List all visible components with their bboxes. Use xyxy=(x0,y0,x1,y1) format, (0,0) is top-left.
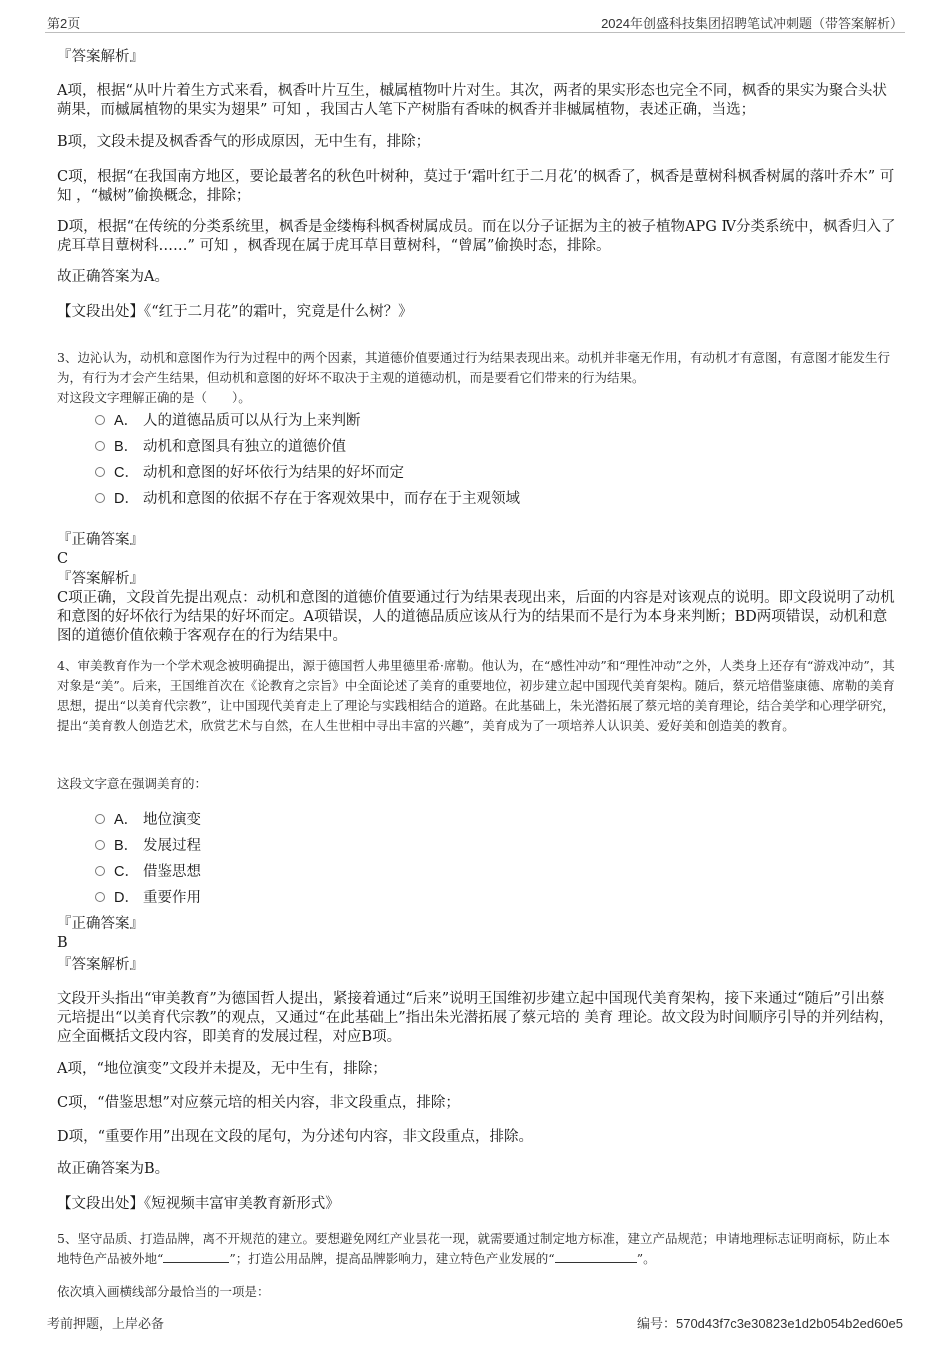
q4-analysis: 文段开头指出“审美教育”为德国哲人提出，紧接着通过“后来”说明王国维初步建立起中国现代美育架构，接下来通过“随后”引出蔡元培提出“以美育代宗教”的观点，又通过“在此基础上”指出朱光潜拓展了蔡元培的 美育 理论。故文段为时间顺序引导的并列结构，应全面概括文段内容，即美育的发展过程，对应B项。 xyxy=(57,991,894,1045)
q3-answer: C xyxy=(57,551,69,567)
q2-source: 【文段出处】《“红于二月花”的霜叶，究竟是什么树？》 xyxy=(57,304,413,320)
q4-analysis-a: A项，“地位演变”文段并未提及，无中生有，排除； xyxy=(57,1061,387,1077)
q2-analysis-b: B项，文段未提及枫香香气的形成原因，无中生有，排除； xyxy=(57,134,431,150)
blank-2[interactable] xyxy=(555,1250,637,1263)
q3-question: 对这段文字理解正确的是（ ）。 xyxy=(57,390,251,405)
q3-stem: 3、边沁认为，动机和意图作为行为过程中的两个因素，其道德价值要通过行为结果表现出来。动机并非毫无作用，有动机才有意图，有意图才能发生行为，有行为才会产生结果，但动机和意图的好坏不取决于主观的道德动机，而是要看它们带来的行为结果。 xyxy=(57,350,890,385)
q4-analysis-d: D项，“重要作用”出现在文段的尾句，为分述句内容，非文段重点，排除。 xyxy=(57,1129,533,1145)
document-code: 编号：570d43f7c3e30823e1d2b054b2ed60e5 xyxy=(636,1316,903,1331)
blank-1[interactable] xyxy=(163,1250,229,1263)
q3-option-c[interactable]: C． 动机和意图的好坏依行为结果的好坏而定 xyxy=(95,463,404,483)
q2-analysis-d: D项，根据“在传统的分类系统里，枫香是金缕梅科枫香树属成员。而在以分子证据为主的被子植物APG Ⅳ分类系统中，枫香归入了虎耳草目蕈树科……” 可知 ，枫香现在属于虎耳草目蕈树科，“曾属”偷换时态，排除。 xyxy=(57,219,896,254)
radio-icon[interactable] xyxy=(95,866,105,876)
q3-answer-label: 『正确答案』 xyxy=(57,532,144,548)
q3-option-b[interactable]: B． 动机和意图具有独立的道德价值 xyxy=(95,437,346,457)
q2-conclusion: 故正确答案为A。 xyxy=(57,269,169,285)
q3-analysis-label: 『答案解析』 xyxy=(57,571,144,587)
page-footer xyxy=(45,1313,905,1333)
radio-icon[interactable] xyxy=(95,814,105,824)
q4-answer-label: 『正确答案』 xyxy=(57,916,144,932)
q4-option-c[interactable]: C． 借鉴思想 xyxy=(95,862,201,882)
q4-analysis-c: C项，“借鉴思想”对应蔡元培的相关内容，非文段重点，排除； xyxy=(57,1095,460,1111)
q4-option-d[interactable]: D． 重要作用 xyxy=(95,888,201,908)
q2-analysis-a: A项，根据“从叶片着生方式来看，枫香叶片互生，槭属植物叶片对生。其次，两者的果实形态也完全不同，枫香的果实为聚合头状蒴果，而槭属植物的果实为翅果” 可知 ，我国古人笔下产树脂有香味的枫香并非槭属植物，表述正确，当选； xyxy=(57,83,887,118)
q2-analysis-label: 『答案解析』 xyxy=(57,49,144,65)
footer-slogan: 考前押题，上岸必备 xyxy=(47,1316,165,1331)
q5-question: 依次填入画横线部分最恰当的一项是： xyxy=(57,1284,270,1299)
q2-analysis-c: C项，根据“在我国南方地区，要论最著名的秋色叶树种，莫过于‘霜叶红于二月花’的枫香了，枫香是蕈树科枫香树属的落叶乔木” 可知 ，“槭树”偷换概念，排除； xyxy=(57,169,895,204)
radio-icon[interactable] xyxy=(95,493,105,503)
q4-conclusion: 故正确答案为B。 xyxy=(57,1161,170,1177)
document-title: 2024年创盛科技集团招聘笔试冲刺题（带答案解析） xyxy=(601,16,903,31)
q3-option-d[interactable]: D． 动机和意图的依据不存在于客观效果中，而存在于主观领域 xyxy=(95,489,520,509)
q5-stem: 5、坚守品质、打造品牌，离不开规范的建立。要想避免网红产业昙花一现，就需要通过制定地方标准，建立产品规范；申请地理标志证明商标，防止本地特色产品被外地“ ”；打造公用品牌，提高品牌影响力，建立特色产业发展的“ ”。 xyxy=(57,1231,890,1266)
q3-analysis: C项正确，文段首先提出观点：动机和意图的道德价值要通过行为结果表现出来，后面的内容是对该观点的说明。即文段说明了动机和意图的好坏依行为结果的好坏而定。A项错误，人的道德品质应该从行为的结果而不是行为本身来判断；BD两项错误，动机和意图的道德价值依赖于客观存在的行为结果中。 xyxy=(57,590,895,644)
radio-icon[interactable] xyxy=(95,892,105,902)
page-number: 第2页 xyxy=(47,16,81,31)
q4-question: 这段文字意在强调美育的： xyxy=(57,776,208,791)
q4-option-a[interactable]: A． 地位演变 xyxy=(95,810,201,830)
q4-analysis-label: 『答案解析』 xyxy=(57,957,144,973)
radio-icon[interactable] xyxy=(95,467,105,477)
q3-option-a[interactable]: A． 人的道德品质可以从行为上来判断 xyxy=(95,411,361,431)
q4-option-b[interactable]: B． 发展过程 xyxy=(95,836,201,856)
q4-source: 【文段出处】《短视频丰富审美教育新形式》 xyxy=(57,1196,340,1212)
q4-stem: 4、审美教育作为一个学术观念被明确提出，源于德国哲人弗里德里希·席勒。他认为，在“感性冲动”和“理性冲动”之外，人类身上还存有“游戏冲动”，其对象是“美”。后来，王国维首次在《论教育之宗旨》中全面论述了美育的重要地位，初步建立起中国现代美育架构。随后，蔡元培借鉴康德、席勒的美育思想，提出“以美育代宗教”，让中国现代美育走上了理论与实践相结合的道路。在此基础上，朱光潜拓展了蔡元培的美育理论，结合美学和心理学研究，提出“美育教人创造艺术，欣赏艺术与自然，在人生世相中寻出丰富的兴趣”，美育成为了一项培养人认识美、爱好美和创造美的教育。 xyxy=(57,658,895,733)
radio-icon[interactable] xyxy=(95,415,105,425)
radio-icon[interactable] xyxy=(95,441,105,451)
page-header xyxy=(45,10,905,33)
radio-icon[interactable] xyxy=(95,840,105,850)
q4-answer: B xyxy=(57,935,68,951)
